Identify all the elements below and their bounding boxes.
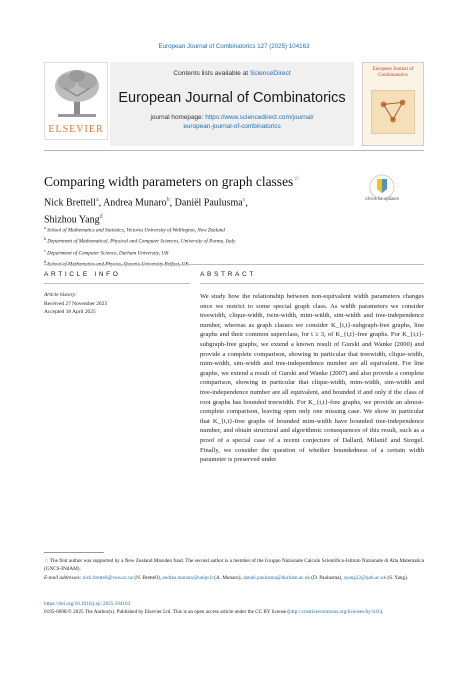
accepted-date: Accepted 18 April 2025 bbox=[44, 309, 96, 316]
homepage-url-line1[interactable]: https://www.sciencedirect.com/journal/ bbox=[205, 114, 314, 121]
issn-copyright: 0195-6698/© 2025 The Author(s). Published by Elsevier Ltd. This is an open access article under the CC BY license ( bbox=[44, 609, 290, 616]
license-closing: ). bbox=[380, 609, 384, 616]
author-affiliation-mark[interactable]: d bbox=[99, 214, 103, 221]
elsevier-tree-icon bbox=[52, 66, 102, 120]
footnote-text: The first author was supported by a New Zealand Marsden fund. The second author is a member of the Gruppo Nazionale Calcolo Scientifico-Istituto Nazionale di Alta Matematica (GNCS-INdAM). bbox=[44, 558, 424, 573]
author-name[interactable]: Shizhou Yang bbox=[44, 214, 100, 226]
affiliation-item bbox=[44, 247, 424, 258]
affiliation-list bbox=[44, 224, 424, 269]
affiliation-mark: b bbox=[44, 236, 46, 242]
journal-homepage bbox=[110, 113, 354, 131]
footnote-star: ☆ bbox=[44, 558, 49, 564]
article-history bbox=[44, 291, 190, 317]
doi-link[interactable]: https://doi.org/10.1016/j.ejc.2025.104163 bbox=[44, 601, 131, 607]
email-owner: (D. Paulusma), bbox=[311, 575, 343, 581]
funding-footnote bbox=[44, 557, 424, 574]
email-owner: (N. Brettell), bbox=[134, 575, 162, 581]
email-link[interactable]: nick.brettell@vuw.ac.nz bbox=[82, 575, 134, 581]
author-affiliation-mark[interactable]: c bbox=[242, 197, 246, 203]
affiliation-item bbox=[44, 224, 424, 235]
article-info-heading: ARTICLE INFO bbox=[44, 271, 121, 278]
abstract-text: We study how the relationship between non-equivalent width parameters changes once we restrict to some special graph class. As width parameters we consider treewidth, clique-width, twin-width, mim-width, sim-width and tree-independence number, whereas as graph classes we consider K_{t,t}-subgraph-free graphs, line graphs and their common superclass, for t ≥ 3, of K_{t,t}-free graphs. For K_{t,t}-subgraph-free graphs, we extend a known result of Gurski and Wanke (2000) and provide a complete comparison, showing in particular that treewidth, clique-width, mim-width, sim-width and tree-independence number are all equivalent. For line graphs, we extend a result of Gurski and Wanke (2007) and also provide a complete comparison, showing in particular that clique-width, mim-width, sim-width and tree-independence number are all equivalent, and bounded if and only if the class of root graphs has bounded treewidth. For K_{t,t}-free graphs, we provide an almost-complete comparison, leaving open only one missing case. We show in particular that K_{t,t}-free graphs of bounded mim-width have bounded tree-independence number, and obtain structural and algorithmic consequences of this result, such as a proof of a special case of a recent conjecture of Dallard, Milanič and Storgel. Finally, we consider the question of whether boundedness of a certain width parameter is preserved under bbox=[200, 293, 424, 464]
elsevier-wordmark: ELSEVIER bbox=[48, 124, 104, 135]
affiliation-mark: c bbox=[44, 247, 46, 253]
email-link[interactable]: syang22@qub.ac.uk bbox=[343, 575, 387, 581]
email-owner: (S. Yang). bbox=[387, 575, 409, 581]
journal-cover-title: European Journal of Combinatorics bbox=[372, 67, 414, 78]
author-affiliation-mark[interactable]: b bbox=[166, 197, 170, 203]
author-name[interactable]: Andrea Munaro bbox=[103, 197, 167, 209]
crossmark-label[interactable]: Check for updates bbox=[365, 196, 399, 201]
affiliation-mark: a bbox=[44, 225, 46, 230]
affiliation-text: Department of Computer Science, Durham University, UK bbox=[47, 250, 169, 257]
affiliation-item bbox=[44, 235, 424, 246]
author-affiliation-mark[interactable]: a bbox=[95, 197, 99, 203]
contents-prefix: Contents lists available at bbox=[173, 70, 249, 77]
article-title bbox=[44, 174, 344, 190]
abstract-heading: ABSTRACT bbox=[200, 271, 256, 278]
email-addresses bbox=[44, 574, 424, 582]
footnote-divider bbox=[44, 552, 104, 553]
banner-divider bbox=[44, 150, 424, 151]
history-label: Article history: bbox=[44, 292, 77, 298]
title-footnote-mark[interactable]: ☆ bbox=[293, 174, 300, 183]
author-list: Nick Brettell$^a$, Andrea Munaro$^b$, Daniël Paulusma$^c$, Shizhou Yang$^d$ bbox=[44, 197, 248, 226]
affiliation-mark: d bbox=[44, 258, 46, 264]
homepage-label: journal homepage: bbox=[150, 114, 204, 121]
journal-cover-art bbox=[371, 90, 415, 134]
article-title-text: Comparing width parameters on graph classes bbox=[44, 174, 294, 189]
sciencedirect-link[interactable]: ScienceDirect bbox=[249, 70, 291, 77]
contents-list-line bbox=[110, 70, 354, 77]
doi-and-license bbox=[44, 600, 424, 617]
homepage-url-line2[interactable]: european-journal-of-combinatorics bbox=[183, 123, 281, 130]
author-name[interactable]: Daniël Paulusma bbox=[174, 197, 243, 209]
abstract-divider bbox=[200, 283, 424, 284]
license-line bbox=[44, 608, 424, 616]
article-info-divider bbox=[44, 283, 190, 284]
author-name[interactable]: Nick Brettell bbox=[44, 197, 96, 209]
email-owner: (A. Munaro), bbox=[214, 575, 242, 581]
email-link[interactable]: daniel.paulusma@durham.ac.uk bbox=[243, 575, 310, 581]
received-date: Received 27 November 2023 bbox=[44, 300, 108, 307]
email-label: E-mail addresses: bbox=[44, 575, 82, 581]
license-link[interactable]: http://creativecommons.org/licenses/by/4.0/ bbox=[289, 609, 381, 616]
journal-title[interactable]: European Journal of Combinatorics bbox=[118, 90, 346, 106]
email-link[interactable]: andrea.munaro@unipr.it bbox=[162, 575, 213, 581]
journal-reference[interactable]: European Journal of Combinatorics 127 (2025) 104163 bbox=[158, 43, 310, 50]
affiliation-text: Department of Mathematical, Physical and Computer Sciences, University of Parma, Italy bbox=[47, 239, 236, 246]
affiliation-text: School of Mathematics and Statistics, Victoria University of Wellington, New Zealand bbox=[47, 227, 225, 234]
section-divider bbox=[44, 264, 424, 265]
